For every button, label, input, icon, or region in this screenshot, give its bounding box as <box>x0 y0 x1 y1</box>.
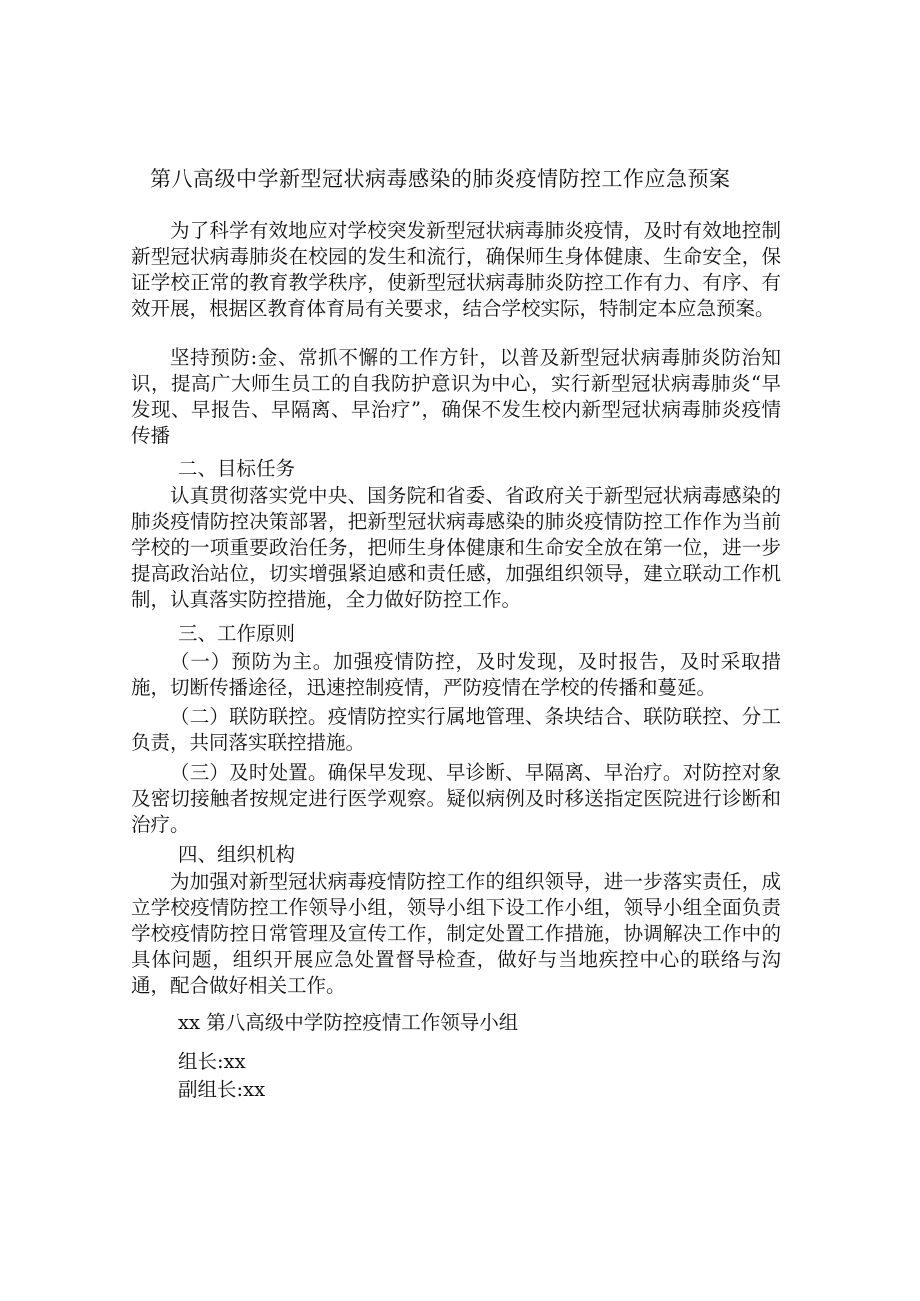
intro-paragraph: 为了科学有效地应对学校突发新型冠状病毒肺炎疫情，及时有效地控制新型冠状病毒肺炎在校园的发生和流行，确保师生身体健康、生命安全，保证学校正常的教育教学秩序，使新型冠状病毒肺炎防控工作有力、有序、有效开展，根据区教育体育局有关要求，结合学校实际，特制定本应急预案。 <box>131 219 781 320</box>
document-title: 第八高级中学新型冠状病毒感染的肺炎疫情防控工作应急预案 <box>150 167 731 191</box>
group-leader: 组长:xx <box>178 1050 246 1073</box>
group-deputy-leader: 副组长:xx <box>178 1078 266 1101</box>
organization-paragraph: 为加强对新型冠状病毒疫情防控工作的组织领导，进一步落实责任，成立学校疫情防控工作领导小组，领导小组下设工作小组，领导小组全面负责学校疫情防控日常管理及宣传工作，制定处置工作措施，协调解决工作中的具体问题，组织开展应急处置督导检查，做好与当地疾控中心的联络与沟通，配合做好相关工作。 <box>131 870 781 997</box>
group-name: xx 第八高级中学防控疫情工作领导小组 <box>178 1011 519 1034</box>
principle-intro-paragraph: 坚持预防:金、常抓不懈的工作方针，以普及新型冠状病毒肺炎防治知识，提高广大师生员工的自我防护意识为中心，实行新型冠状病毒肺炎“早发现、早报告、早隔离、早治疗”，确保不发生校内新型冠状病毒肺炎疫情传播 <box>131 346 781 447</box>
principle-item-1: （一）预防为主。加强疫情防控，及时发现，及时报告，及时采取措施，切断传播途径，迅速控制疫情，严防疫情在学校的传播和蔓延。 <box>131 650 781 699</box>
section-heading-principles: 三、工作原则 <box>178 622 296 645</box>
principle-item-3: （三）及时处置。确保早发现、早诊断、早隔离、早治疗。对防控对象及密切接触者按规定进行医学观察。疑似病例及时移送指定医院进行诊断和治疗。 <box>131 761 781 836</box>
goals-paragraph: 认真贯彻落实党中央、国务院和省委、省政府关于新型冠状病毒感染的肺炎疫情防控决策部署，把新型冠状病毒感染的肺炎疫情防控工作作为当前学校的一项重要政治任务，把师生身体健康和生命安全放在第一位，进一步提高政治站位，切实增强紧迫感和责任感，加强组织领导，建立联动工作机制，认真落实防控措施，全力做好防控工作。 <box>131 484 781 611</box>
principle-item-2: （二）联防联控。疫情防控实行属地管理、条块结合、联防联控、分工负责，共同落实联控措施。 <box>131 705 781 754</box>
section-heading-goals: 二、目标任务 <box>178 457 296 480</box>
section-heading-organization: 四、组织机构 <box>178 843 296 866</box>
